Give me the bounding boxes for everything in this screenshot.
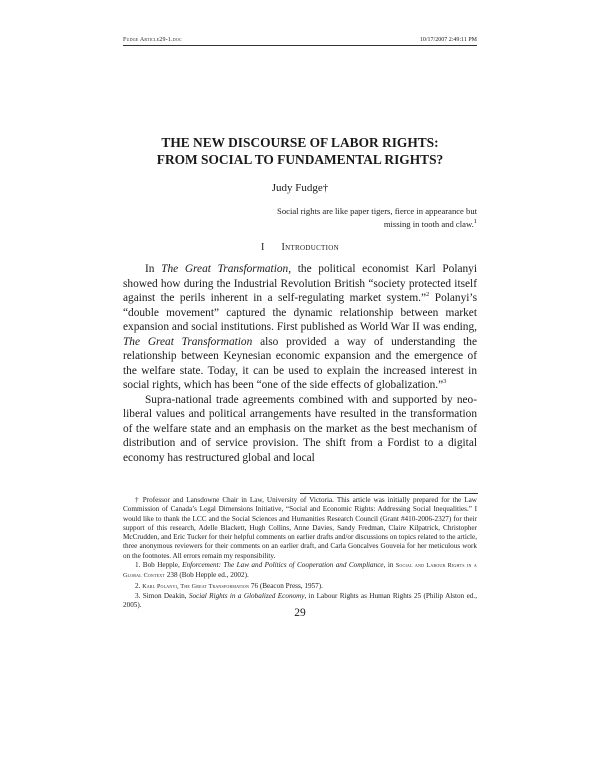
- page-number: 29: [294, 607, 306, 619]
- paragraph-2: Supra-national trade agreements combined with and supported by neo-liberal values and political arrangements have resulted in the transformation of the welfare state and an emphasis on the market as the best mechanism of distribution and of service provision. The shift from a Fordist to a digital economy has restructured global and local: [123, 393, 477, 464]
- header-filename: Fudge Article29-1.doc: [123, 37, 182, 43]
- header-timestamp: 10/17/2007 2:49:11 PM: [419, 37, 477, 43]
- footnotes: [123, 496, 477, 611]
- footnote-dagger: † Professor and Lansdowne Chair in Law, University of Victoria. This article was initially prepared for the Law Commission of Canada’s Legal Dimensions Initiative, “Social and Economic Rights: Addressing Social Inequalities.” I would like to thank the LCC and the Social Sciences and Humanities Research Council (Grant #410-2006-2327) for their support of this research, Adelle Blackett, Hugh Collins, Anne Davies, Sandy Fredman, Claire Kilpatrick, Christopher McCrudden, and Eric Tucker for their helpful comments on earlier drafts and/or discussions on topics related to the article, three anonymous reviewers for their comments on an earlier draft, and Carla Goncalves Gouveia for her meticulous work on the footnotes. All errors remain my responsibility.: [123, 496, 477, 560]
- footnote-ref-2: 2: [426, 291, 430, 299]
- body-text: [123, 262, 477, 465]
- footnote-ref-3: 3: [443, 378, 447, 386]
- footnote-2: 2. Karl Polanyi, The Great Transformation 76 (Beacon Press, 1957).: [135, 581, 323, 590]
- running-header: [123, 37, 477, 46]
- paragraph-1: In The Great Transformation, the political economist Karl Polanyi showed how during the Industrial Revolution British “society protected itself against the perils inherent in a self-regulating market system.”$^2$ Polanyi’s “double movement” captured the dynamic relationship between market expansion and social institutions. First published as World War II was ending, The Great Transformation also provided a way of understanding the relationship between Keynesian economic expansion and the emergence of the welfare state. Today, it can be used to explain the increased interest in social rights, which has been “one of the side effects of globalization.”$^3$: [123, 263, 477, 391]
- footnote-ref-1: 1: [473, 217, 477, 225]
- author-name: Judy Fudge†: [271, 182, 329, 194]
- section-numeral: I: [261, 242, 265, 253]
- section-title: Introduction: [281, 242, 339, 253]
- article-title: [100, 134, 500, 168]
- footnote-1: 1. Bob Hepple, Enforcement: The Law and Politics of Cooperation and Compliance, in Social and Labour Rights in a Global Context 238 (Bob Hepple ed., 2002).: [123, 561, 477, 580]
- footnote-3: 3. Simon Deakin, Social Rights in a Globalized Economy, in Labour Rights as Human Rights 25 (Philip Alston ed., 2005).: [123, 591, 477, 610]
- section-heading: [100, 242, 500, 253]
- title-line-2: FROM SOCIAL TO FUNDAMENTAL RIGHTS?: [156, 152, 444, 167]
- epigraph-line-2: missing in tooth and claw.$^1$: [383, 217, 477, 229]
- title-line-1: THE NEW DISCOURSE OF LABOR RIGHTS:: [161, 135, 439, 150]
- epigraph-line-1: Social rights are like paper tigers, fierce in appearance but: [277, 206, 477, 216]
- footnote-divider: [300, 493, 478, 494]
- epigraph: [230, 205, 477, 230]
